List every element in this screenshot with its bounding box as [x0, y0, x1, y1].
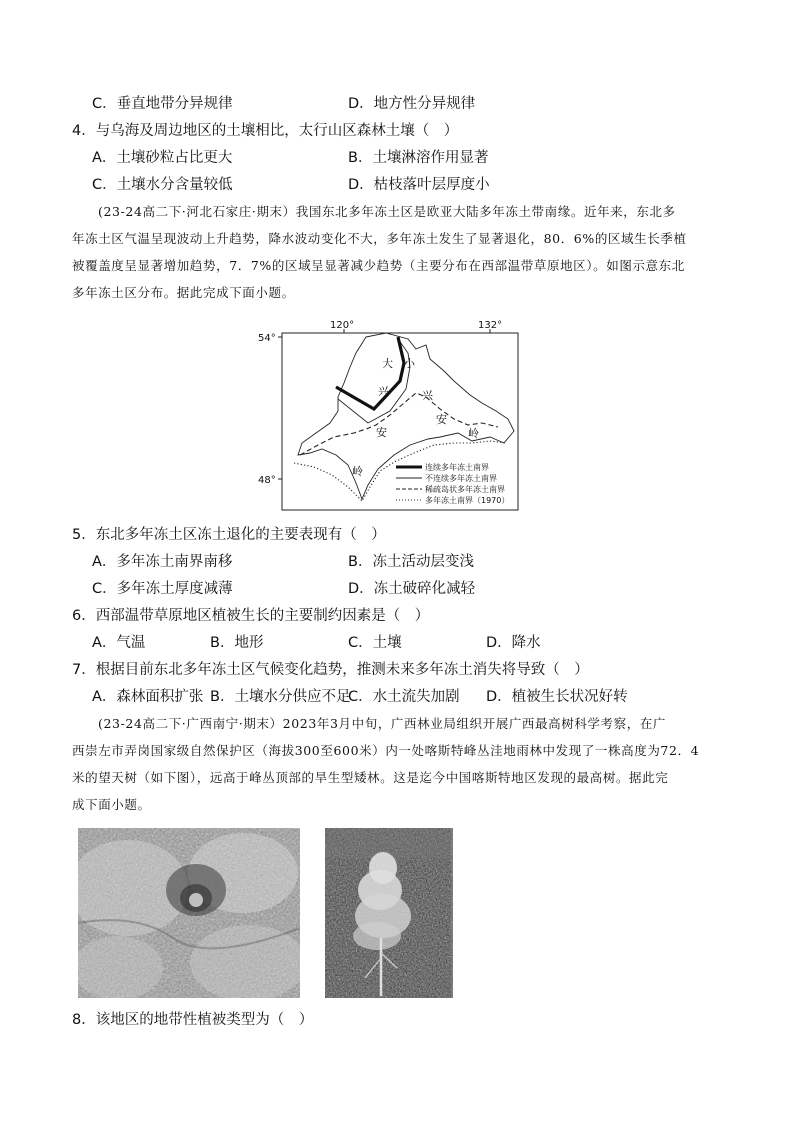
q4-option-b: B．土壤淋溶作用显著 — [348, 150, 489, 166]
lat-label-54: 54° — [258, 333, 276, 344]
legend-sparse-island: 稀疏岛状多年冻土南界 — [425, 485, 505, 494]
label-xing-2: 兴 — [422, 389, 433, 402]
passage1-line-2: 年冻土区气温呈现波动上升趋势，降水波动变化不大，多年冻土发生了显著退化，80．6%的区域生长季植 — [72, 231, 687, 246]
q4-option-c: C．土壤水分含量较低 — [92, 177, 233, 193]
q4-option-a: A．土壤砂粒占比更大 — [92, 150, 233, 166]
q6-option-d: D．降水 — [486, 635, 541, 651]
permafrost-map — [258, 315, 536, 515]
lat-label-48: 48° — [258, 475, 276, 486]
q5-option-a: A．多年冻土南界南移 — [92, 554, 233, 570]
q6-option-a: A．气温 — [92, 635, 146, 651]
q3-option-d: D．地方性分异规律 — [348, 96, 476, 112]
label-an-2: 安 — [436, 413, 447, 426]
legend-1970: 多年冻土南界（1970） — [425, 496, 510, 505]
q7-option-c: C．水土流失加剧 — [348, 689, 460, 705]
label-an-1: 安 — [376, 426, 387, 439]
q5-stem: 5．东北多年冻土区冻土退化的主要表现有（ ） — [72, 527, 386, 543]
tall-tree-photo — [325, 828, 453, 998]
q5-option-b: B．冻土活动层变浅 — [348, 554, 474, 570]
passage2-line-1: (23-24高二下·广西南宁·期末）2023年3月中旬，广西林业局组织开展广西最高树科学考察，在广 — [98, 716, 667, 731]
lon-label-120: 120° — [330, 320, 355, 331]
q8-stem: 8．该地区的地带性植被类型为（ ） — [72, 1012, 314, 1028]
q6-stem: 6．西部温带草原地区植被生长的主要制约因素是（ ） — [72, 608, 430, 624]
label-ling-1: 岭 — [352, 465, 363, 478]
passage2-line-3: 米的望天树（如下图），远高于峰丛顶部的旱生型矮林。这是迄今中国喀斯特地区发现的最高树。据此完 — [72, 770, 669, 785]
q6-option-b: B．地形 — [210, 635, 264, 651]
label-xiao: 小 — [404, 357, 415, 370]
passage1-line-1: (23-24高二下·河北石家庄·期末）我国东北多年冻土区是欧亚大陆多年冻土带南缘。近年来，东北多 — [98, 204, 676, 219]
q7-stem: 7．根据目前东北多年冻土区气候变化趋势，推测未来多年冻土消失将导致（ ） — [72, 662, 589, 678]
passage2-line-2: 西崇左市弄岗国家级自然保护区（海拔300至600米）内一处喀斯特峰丛洼地雨林中发现了一株高度为72．4 — [72, 743, 700, 758]
karst-landscape-photo — [78, 828, 300, 998]
passage1-line-4: 多年冻土区分布。据此完成下面小题。 — [72, 285, 295, 300]
legend-continuous: 连续多年冻土南界 — [425, 463, 489, 472]
lon-label-132: 132° — [478, 320, 503, 331]
q7-option-d: D．植被生长状况好转 — [486, 689, 628, 705]
q7-option-b: B．土壤水分供应不足 — [210, 689, 351, 705]
q4-option-d: D．枯枝落叶层厚度小 — [348, 177, 490, 193]
q5-option-d: D．冻土破碎化减轻 — [348, 581, 476, 597]
q3-option-c: C．垂直地带分异规律 — [92, 96, 233, 112]
q6-option-c: C．土壤 — [348, 635, 402, 651]
label-da: 大 — [382, 357, 393, 370]
passage1-line-3: 被覆盖度呈显著增加趋势，7．7%的区域呈显著减少趋势（主要分布在西部温带草原地区）。如图示意东北 — [72, 258, 685, 273]
legend-discontinuous: 不连续多年冻土南界 — [425, 474, 497, 483]
q7-option-a: A．森林面积扩张 — [92, 689, 204, 705]
label-xing-1: 兴 — [378, 385, 389, 398]
label-ling-2: 岭 — [468, 427, 479, 440]
map-frame — [282, 333, 518, 510]
passage2-line-4: 成下面小题。 — [72, 797, 151, 812]
q4-stem: 4．与乌海及周边地区的土壤相比，太行山区森林土壤（ ） — [72, 123, 459, 139]
q5-option-c: C．多年冻土厚度减薄 — [92, 581, 233, 597]
